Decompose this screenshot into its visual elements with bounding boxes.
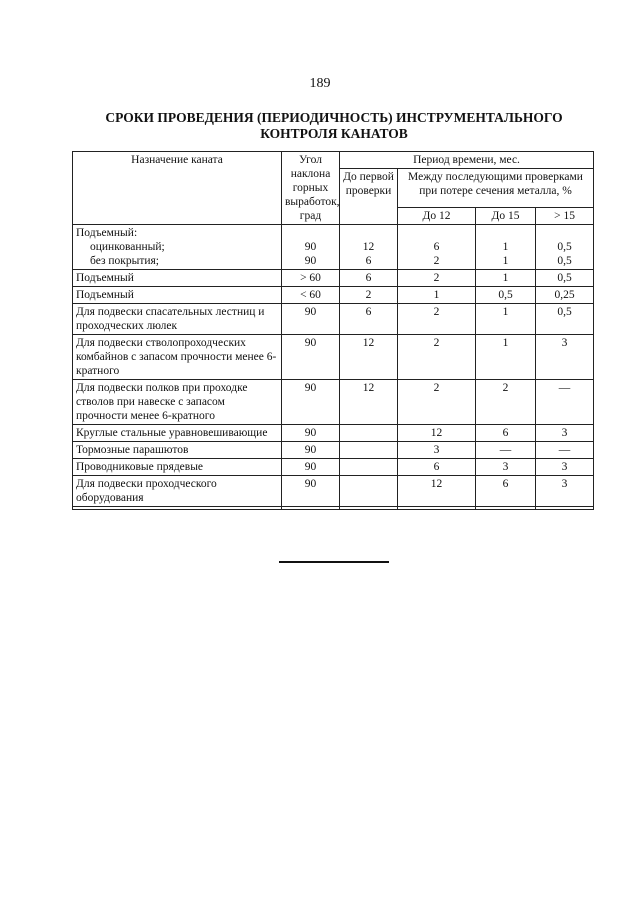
table-row bbox=[73, 425, 594, 442]
cell-first-check bbox=[340, 225, 398, 270]
cell-upto-12: 2 bbox=[398, 335, 476, 380]
cell-upto-12: 2 bbox=[398, 270, 476, 287]
cell-purpose: Подъемный bbox=[73, 270, 282, 287]
cell-upto-15: 1 bbox=[476, 304, 536, 335]
cell-purpose: Подъемный bbox=[73, 287, 282, 304]
table-header-row bbox=[73, 152, 594, 169]
table-row bbox=[73, 287, 594, 304]
table-row bbox=[73, 507, 594, 510]
cell-angle: 90 bbox=[282, 425, 340, 442]
header-upto-12: До 12 bbox=[398, 208, 476, 225]
cell-upto-15: 6 bbox=[476, 476, 536, 507]
cell-angle: > 60 bbox=[282, 270, 340, 287]
cell-angle: 90 bbox=[282, 442, 340, 459]
value: 6 bbox=[433, 241, 440, 253]
header-period: Период времени, мес. bbox=[340, 152, 594, 169]
header-upto-15: До 15 bbox=[476, 208, 536, 225]
value: 6 bbox=[365, 255, 372, 267]
cell-purpose bbox=[73, 507, 282, 510]
cell-first-check bbox=[340, 442, 398, 459]
cell-upto-15: 1 bbox=[476, 270, 536, 287]
cell-angle: < 60 bbox=[282, 287, 340, 304]
cell-upto-15: — bbox=[476, 442, 536, 459]
cell-first-check: 12 bbox=[340, 380, 398, 425]
table-row bbox=[73, 476, 594, 507]
cell-first-check bbox=[340, 476, 398, 507]
cell-over-15 bbox=[536, 507, 594, 510]
value: 1 bbox=[502, 241, 509, 253]
cell-first-check: 6 bbox=[340, 304, 398, 335]
cell-upto-15: 6 bbox=[476, 425, 536, 442]
cell-over-15: 0,5 bbox=[536, 304, 594, 335]
table-row bbox=[73, 225, 594, 270]
cell-over-15: 3 bbox=[536, 476, 594, 507]
subrow-label: оцинкованный; bbox=[90, 241, 165, 253]
header-purpose: Назначение каната bbox=[73, 152, 282, 225]
table-row bbox=[73, 304, 594, 335]
row-group-label: Подъемный: bbox=[76, 227, 138, 239]
inspection-periods-table bbox=[72, 151, 594, 510]
header-between-checks: Между последующими проверками при потере сечения металла, % bbox=[398, 169, 594, 208]
cell-over-15: 3 bbox=[536, 335, 594, 380]
cell-upto-12: 1 bbox=[398, 287, 476, 304]
cell-angle: 90 bbox=[282, 459, 340, 476]
cell-upto-12: 2 bbox=[398, 380, 476, 425]
value: 0,5 bbox=[557, 241, 572, 253]
cell-angle bbox=[282, 225, 340, 270]
cell-upto-12 bbox=[398, 225, 476, 270]
table-row bbox=[73, 335, 594, 380]
value: 12 bbox=[362, 241, 375, 253]
cell-over-15: 0,5 bbox=[536, 270, 594, 287]
subrow-label: без покрытия; bbox=[90, 255, 159, 267]
cell-purpose: Для подвески стволопроходческих комбайнов с запасом прочности менее 6-кратного bbox=[73, 335, 282, 380]
cell-purpose: Для подвески спасательных лестниц и проходческих люлек bbox=[73, 304, 282, 335]
cell-upto-15 bbox=[476, 225, 536, 270]
cell-first-check: 2 bbox=[340, 287, 398, 304]
cell-over-15 bbox=[536, 225, 594, 270]
cell-purpose: Проводниковые прядевые bbox=[73, 459, 282, 476]
table-row bbox=[73, 459, 594, 476]
cell-angle: 90 bbox=[282, 335, 340, 380]
section-divider bbox=[279, 561, 389, 563]
cell-upto-12: 2 bbox=[398, 304, 476, 335]
cell-angle: 90 bbox=[282, 380, 340, 425]
header-angle: Угол наклона горных выработок, град bbox=[282, 152, 340, 225]
cell-upto-15: 1 bbox=[476, 335, 536, 380]
cell-over-15: 0,25 bbox=[536, 287, 594, 304]
value: 2 bbox=[433, 255, 440, 267]
header-over-15: > 15 bbox=[536, 208, 594, 225]
document-title: СРОКИ ПРОВЕДЕНИЯ (ПЕРИОДИЧНОСТЬ) ИНСТРУМЕНТАЛЬНОГО КОНТРОЛЯ КАНАТОВ bbox=[105, 110, 563, 141]
cell-purpose bbox=[73, 225, 282, 270]
cell-upto-15: 3 bbox=[476, 459, 536, 476]
header-first-check: До первой проверки bbox=[340, 169, 398, 225]
cell-angle bbox=[282, 507, 340, 510]
cell-upto-12: 12 bbox=[398, 476, 476, 507]
cell-purpose: Круглые стальные уравновешивающие bbox=[73, 425, 282, 442]
cell-purpose: Для подвески полков при проходке стволов при навеске с запасом прочности менее 6-кратного bbox=[73, 380, 282, 425]
cell-upto-15: 0,5 bbox=[476, 287, 536, 304]
value: 90 bbox=[304, 255, 317, 267]
cell-over-15: — bbox=[536, 442, 594, 459]
cell-first-check: 12 bbox=[340, 335, 398, 380]
page-number: 189 bbox=[309, 76, 331, 91]
value: 90 bbox=[304, 241, 317, 253]
table-row bbox=[73, 270, 594, 287]
cell-first-check: 6 bbox=[340, 270, 398, 287]
cell-purpose: Для подвески проходческого оборудования bbox=[73, 476, 282, 507]
cell-angle: 90 bbox=[282, 476, 340, 507]
table-row bbox=[73, 442, 594, 459]
cell-purpose: Тормозные парашютов bbox=[73, 442, 282, 459]
cell-over-15: 3 bbox=[536, 425, 594, 442]
cell-over-15: 3 bbox=[536, 459, 594, 476]
value: 1 bbox=[502, 255, 509, 267]
cell-first-check bbox=[340, 507, 398, 510]
cell-upto-15 bbox=[476, 507, 536, 510]
cell-upto-12: 12 bbox=[398, 425, 476, 442]
cell-over-15: — bbox=[536, 380, 594, 425]
cell-angle: 90 bbox=[282, 304, 340, 335]
cell-upto-15: 2 bbox=[476, 380, 536, 425]
value: 0,5 bbox=[557, 255, 572, 267]
cell-first-check bbox=[340, 459, 398, 476]
cell-first-check bbox=[340, 425, 398, 442]
cell-upto-12: 3 bbox=[398, 442, 476, 459]
cell-upto-12: 6 bbox=[398, 459, 476, 476]
table-row bbox=[73, 380, 594, 425]
cell-upto-12 bbox=[398, 507, 476, 510]
